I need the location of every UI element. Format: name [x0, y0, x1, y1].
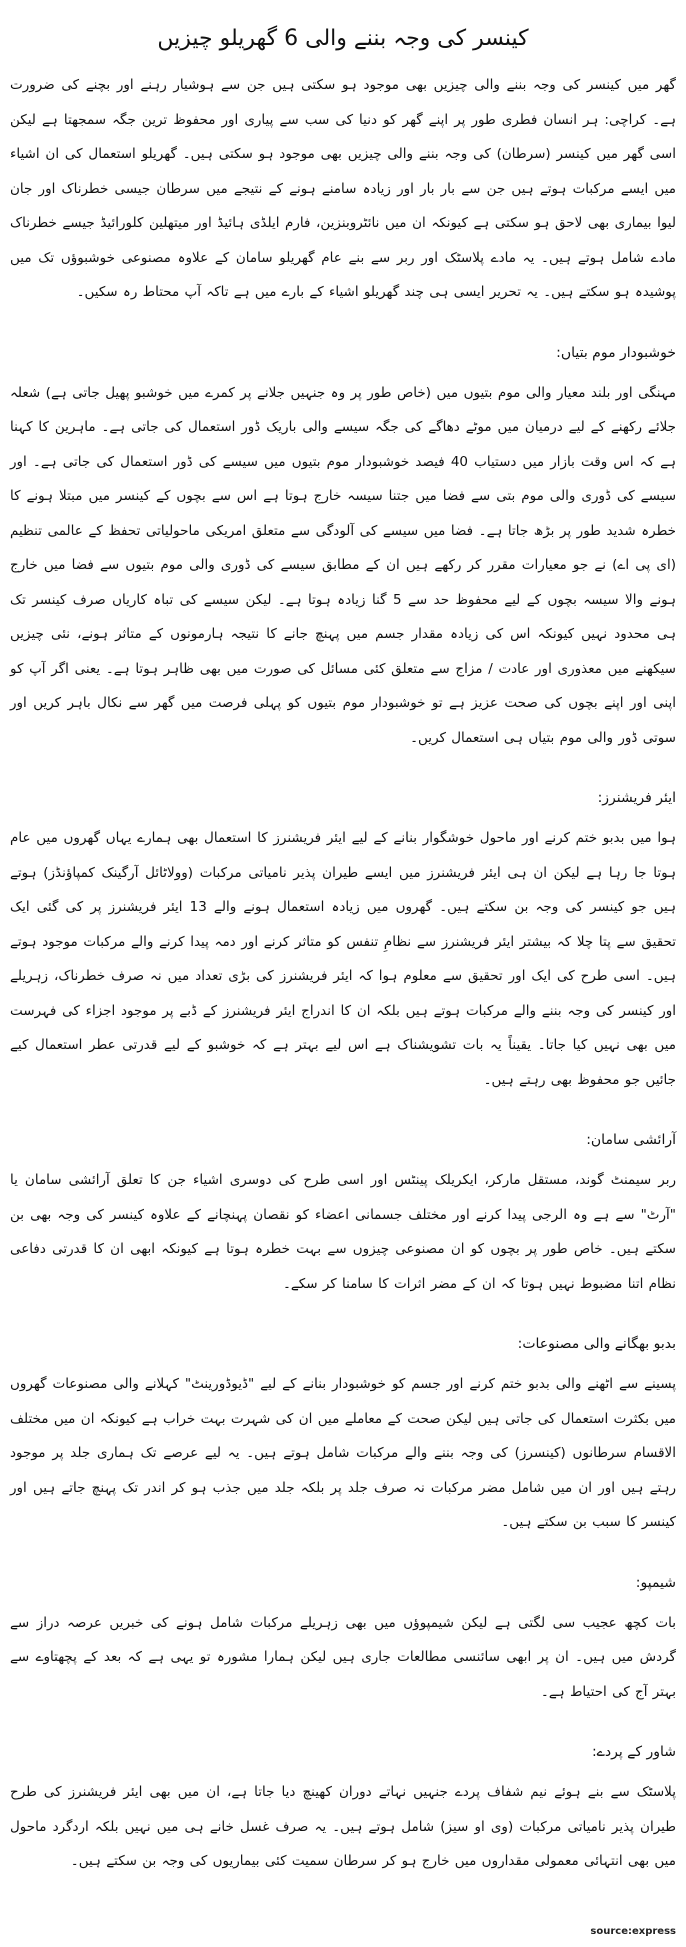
intro-paragraph: گھر میں کینسر کی وجہ بننے والی چیزیں بھی موجود ہو سکتی ہیں جن سے ہوشیار رہنے اور بچنے کی ضرورت ہے۔ کراچی: ہر انسان فطری طور پر اپنے گھر کو دنیا کی سب سے پیاری اور محفوظ ترین جگہ سمجھتا ہے لیکن اسی گھر میں کینسر (سرطان) کی وجہ بننے والی چیزیں بھی موجود ہو سکتی ہیں۔ گھریلو استعمال کی ان اشیاء میں ایسے مرکبات ہوتے ہیں جن سے بار بار اور زیادہ سامنے ہونے کے نتیجے میں سرطان جیسی خطرناک اور جان لیوا بیماری بھی لاحق ہو سکتی ہے کیونکہ ان میں نائٹروبنزین، فارم ایلڈی ہائیڈ اور میتھلین کلورائیڈ جیسے خطرناک مادے شامل ہوتے ہیں۔ یہ مادے پلاسٹک اور ربر سے بنے عام گھریلو سامان کے علاوہ مصنوعی خوشبوؤں تک میں پوشیدہ ہو سکتے ہیں۔ یہ تحریر ایسی ہی چند گھریلو اشیاء کے بارے میں ہے تاکہ آپ محتاط رہ سکیں۔ [10, 77, 676, 300]
section-body-craft-supplies: ربر سیمنٹ گوند، مستقل مارکر، ایکریلک پینٹس اور اسی طرح کی دوسری اشیاء جن کا تعلق آرائشی سامان یا "آرٹ" سے ہے وہ الرجی پیدا کرنے اور مختلف جسمانی اعضاء کو نقصان پہنچانے کے علاوہ کینسر کی وجہ بھی بن سکتے ہیں۔ خاص طور پر بچوں کو ان مصنوعی چیزوں سے بہت خطرہ ہوتا ہے کیونکہ ابھی ان کا قدرتی دفاعی نظام اتنا مضبوط نہیں ہوتا کہ ان کے مضر اثرات کا سامنا کر سکے۔ [10, 1172, 676, 1292]
section-body-deodorants: پسینے سے اٹھنے والی بدبو ختم کرنے اور جسم کو خوشبودار بنانے کے لیے "ڈیوڈورینٹ" کہلانے والی مصنوعات گھروں میں بکثرت استعمال کی جاتی ہیں لیکن صحت کے معاملے میں ان کی شہرت بہت خراب ہے کیونکہ ان میں مختلف الاقسام سرطانوں (کینسرز) کی وجہ بننے والے مرکبات شامل ہوتے ہیں۔ یہ لیے عرصے تک ہماری جلد پر موجود رہتے ہیں اور ان میں شامل مضر مرکبات نہ صرف جلد پر بلکہ جلد میں جذب ہو کر اندر تک پہنچ جاتے ہیں اور کینسر کا سبب بن سکتے ہیں۔ [10, 1376, 676, 1530]
section-heading-craft-supplies: آرائشی سامان: [586, 1132, 676, 1148]
section-body-shampoo: بات کچھ عجیب سی لگتی ہے لیکن شیمپوؤں میں بھی زہریلے مرکبات شامل ہونے کی خبریں عرصہ دراز سے گردش میں ہیں۔ ان پر ابھی سائنسی مطالعات جاری ہیں لیکن ہمارا مشورہ تو یہی ہے کہ بعد کے پچھتاوے سے بہتر آج کی احتیاط ہے۔ [10, 1614, 676, 1700]
section-heading-deodorants: بدبو بھگانے والی مصنوعات: [517, 1336, 676, 1352]
article-title: کینسر کی وجہ بننے والی 6 گھریلو چیزیں [157, 26, 529, 51]
section-body-air-fresheners: ہوا میں بدبو ختم کرنے اور ماحول خوشگوار بنانے کے لیے ایئر فریشنرز کا استعمال بھی ہمارے یہاں گھروں میں عام ہوتا جا رہا ہے لیکن ان ہی ایئر فریشنرز میں ایسے طیران پذیر نامیاتی مرکبات (وولاٹائل آرگینک کمپاؤنڈز) ہوتے ہیں جو کینسر کی وجہ بن سکتے ہیں۔ گھروں میں زیادہ استعمال ہونے والے 13 ایئر فریشنرز پر کی گئی ایک تحقیق سے پتا چلا کہ بیشتر ایئر فریشنرز سے نظامِ تنفس کو متاثر کرنے اور دمہ پیدا کرنے والے مرکبات موجود ہوتے ہیں۔ اسی طرح کی ایک اور تحقیق سے معلوم ہوا کہ ایئر فریشنرز کی بڑی تعداد میں نہ صرف خطرناک، زہریلے اور کینسر کی وجہ بننے والے مرکبات ہوتے ہیں بلکہ ان کا اندراج ایئر فریشنرز کے ڈبے پر موجود اجزاء کی فہرست میں بھی نہیں کیا جاتا۔ یقیناً یہ بات تشویشناک ہے اس لیے بہتر ہے کہ خوشبو کے لیے قدرتی عطر استعمال کیے جائیں جو محفوظ بھی رہتے ہیں۔ [10, 830, 676, 1088]
section-heading-shower-curtains: شاور کے پردے: [591, 1744, 676, 1760]
section-heading-shampoo: شیمپو: [635, 1574, 676, 1591]
section-body-candles: مہنگی اور بلند معیار والی موم بتیوں میں (خاص طور پر وہ جنہیں جلانے پر کمرے میں خوشبو پھیل جاتی ہے) شعلہ جلائے رکھنے کے لیے درمیان میں موٹے دھاگے کی جگہ سیسے والی باریک ڈور استعمال کی جاتی ہے۔ ماہرین کا کہنا ہے کہ اس وقت بازار میں دستیاب 40 فیصد خوشبودار موم بتیوں میں سیسے کی ڈور استعمال کی جاتی ہے۔ اور سیسے کی ڈوری والی موم بتی سے فضا میں جتنا سیسہ خارج ہوتا ہے اس سے بچوں کے کینسر میں مبتلا ہونے کا خطرہ شدید طور پر بڑھ جاتا ہے۔ فضا میں سیسے کی آلودگی سے متعلق امریکی ماحولیاتی تحفظ کے عالمی تنظیم (ای پی اے) نے جو معیارات مقرر کر رکھے ہیں ان کے مطابق سیسے کی ڈوری والی موم بتیوں سے فضا میں خارج ہونے والا سیسہ بچوں کے لیے محفوظ حد سے 5 گنا زیادہ ہوتا ہے۔ لیکن سیسے کی تباہ کاریاں صرف کینسر تک ہی محدود نہیں کیونکہ اس کی زیادہ مقدار جسم میں پہنچ جانے کا نتیجہ ہارمونوں کے متاثر ہونے، نئی چیزیں سیکھنے میں معذوری اور عادت / مزاج سے متعلق کئی مسائل کی صورت میں بھی ظاہر ہوتا ہے۔ یعنی اگر آپ کو اپنی اور اپنے بچوں کی صحت عزیز ہے تو خوشبودار موم بتیوں کو پہلی فرصت میں گھر سے نکال باہر کریں اور سوتی ڈور والی موم بتیاں ہی استعمال کریں۔ [10, 384, 676, 746]
section-heading-candles: خوشبودار موم بتیاں: [556, 344, 676, 361]
source-credit: source:express [590, 1926, 676, 1937]
section-heading-air-fresheners: ایئر فریشنرز: [597, 790, 676, 806]
section-body-shower-curtains: پلاسٹک سے بنے ہوئے نیم شفاف پردے جنہیں نہاتے دوران کھینچ دیا جاتا ہے، ان میں بھی ایئر فریشنرز کی طرح طیران پذیر نامیاتی مرکبات (وی او سیز) شامل ہوتے ہیں۔ یہ صرف غسل خانے ہی میں نہیں بلکہ اردگرد ماحول میں بھی انتہائی معمولی مقداروں میں خارج ہو کر سرطان سمیت کئی بیماریوں کی وجہ بن سکتے ہیں۔ [10, 1784, 676, 1869]
